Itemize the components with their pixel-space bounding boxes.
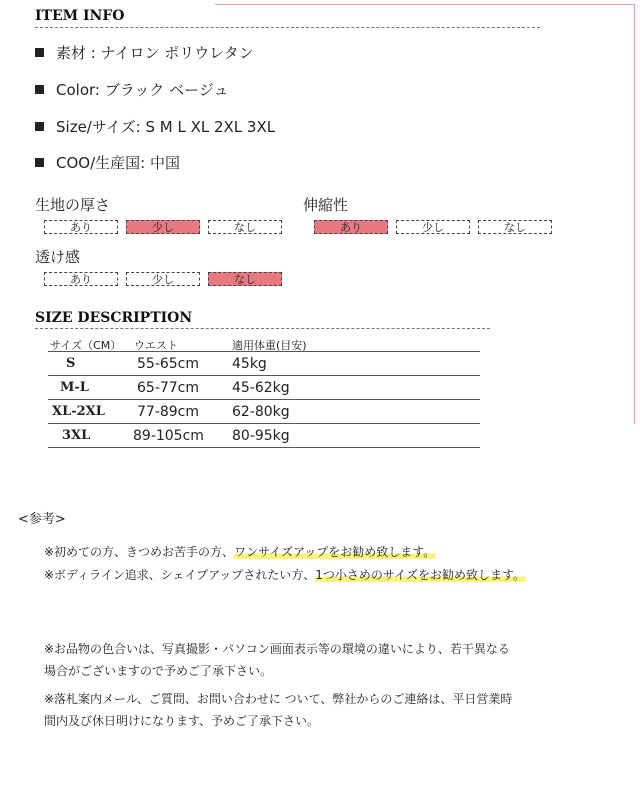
size-up-note: ※初めての方、きつめお苦手の方、ワンサイズアップをお勧め致します。 [44, 545, 436, 559]
reference-title: <参考> [18, 512, 66, 527]
sheer-option-sukoshi: 少し [126, 272, 200, 286]
row-waist: 55-65cm [137, 356, 200, 372]
row-size: 3XL [62, 428, 91, 443]
header-size: サイズ（CM） [50, 339, 122, 352]
decorative-top-line [215, 4, 635, 5]
color-note-line-2: 場合がございますので予めご了承下さい。 [44, 664, 273, 678]
row-weight: 80-95kg [232, 428, 290, 444]
row-line [48, 423, 480, 424]
table-header-line [48, 351, 480, 352]
header-weight: 適用体重(目安) [232, 339, 307, 352]
sheer-label: 透け感 [35, 248, 81, 266]
square-bullet-icon [35, 85, 44, 94]
row-weight: 45kg [232, 356, 267, 372]
item-info-divider [35, 27, 540, 28]
row-waist: 89-105cm [133, 428, 204, 444]
item-info-heading: ITEM INFO [35, 8, 125, 24]
row-size: S [66, 356, 76, 371]
sheer-option-ari: あり [44, 272, 118, 286]
color-bullet: Color: ブラック ベージュ [35, 79, 229, 100]
square-bullet-icon [35, 48, 44, 57]
color-note-line-1: ※お品物の色合いは、写真撮影・パソコン画面表示等の環境の違いにより、若干異なる [44, 642, 510, 656]
square-bullet-icon [35, 122, 44, 131]
decorative-right-line [634, 4, 635, 424]
thickness-option-sukoshi: 少し [126, 220, 200, 234]
thickness-option-nashi: なし [208, 220, 282, 234]
size-down-note: ※ボディライン追求、シェイプアップされたい方、1つ小さめのサイズをお勧め致します。 [44, 568, 526, 582]
stretch-label: 伸縮性 [303, 196, 349, 214]
row-waist: 65-77cm [137, 380, 200, 396]
contact-note-line-2: 間内及び休日明けになります、予めご了承下さい。 [44, 714, 320, 728]
size-description-heading: SIZE DESCRIPTION [35, 310, 193, 326]
origin-bullet: COO/生産国: 中国 [35, 152, 180, 173]
row-weight: 45-62kg [232, 380, 290, 396]
stretch-option-sukoshi: 少し [396, 220, 470, 234]
header-waist: ウエスト [134, 339, 178, 352]
row-weight: 62-80kg [232, 404, 290, 420]
sheer-option-nashi: なし [208, 272, 282, 286]
size-description-divider [35, 328, 490, 329]
row-line [48, 399, 480, 400]
thickness-option-ari: あり [44, 220, 118, 234]
stretch-option-ari: あり [314, 220, 388, 234]
size-bullet: Size/サイズ: S M L XL 2XL 3XL [35, 116, 275, 137]
thickness-label: 生地の厚さ [35, 196, 111, 214]
size-up-highlight: ワンサイズアップをお勧め致します。 [234, 545, 436, 559]
row-line [48, 375, 480, 376]
material-bullet: 素材 : ナイロン ポリウレタン [35, 42, 254, 63]
square-bullet-icon [35, 158, 44, 167]
row-waist: 77-89cm [137, 404, 200, 420]
size-down-highlight: 1つ小さめのサイズをお勧め致します。 [315, 568, 526, 582]
row-size: XL-2XL [52, 404, 105, 419]
contact-note-line-1: ※落札案内メール、ご質問、お問い合わせに ついて、弊社からのご連絡は、平日営業時 [44, 692, 513, 706]
stretch-option-nashi: なし [478, 220, 552, 234]
row-line [48, 447, 480, 448]
row-size: M-L [60, 380, 89, 395]
